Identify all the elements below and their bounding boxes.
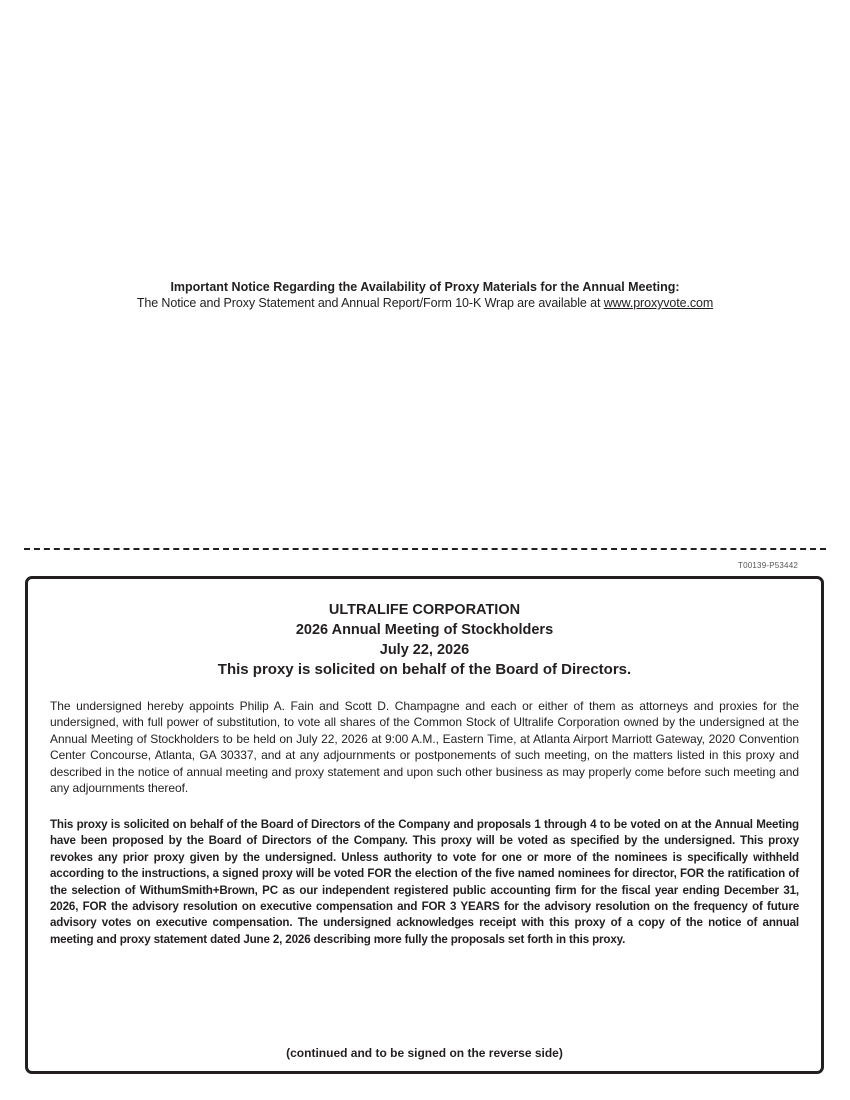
voting-paragraph: This proxy is solicited on behalf of the Board of Directors of the Company and proposals 1 through 4 to be voted on at the Annual Meeting have been proposed by the Board of Directors of the Company. This proxy will be voted as specified by the undersigned. This proxy revokes any prior proxy given by the undersigned. Unless authority to vote for one or more of the nominees is specifically withheld according to the instructions, a signed proxy will be voted FOR the election of the five named nominees for director, FOR the ratification of the selection of WithumSmith+Brown, PC as our independent registered public accounting firm for the fiscal year ending December 31, 2026, FOR the advisory resolution on executive compensation and FOR 3 YEARS for the advisory resolution on the frequency of future advisory votes on executive compensation. The undersigned acknowledges receipt with this proxy of a copy of the notice of annual meeting and proxy statement dated June 2, 2026 describing more fully the proposals set forth in this proxy. (50, 818, 799, 946)
meeting-title: 2026 Annual Meeting of Stockholders (295, 622, 554, 638)
notice-text (0, 295, 850, 311)
proxyvote-link[interactable]: www.proxyvote.com (603, 296, 714, 310)
continued-note: (continued and to be signed on the reverse side) (286, 1046, 563, 1060)
notice-heading: Important Notice Regarding the Availability of Proxy Materials for the Annual Meeting: (170, 280, 680, 294)
card-header (28, 600, 821, 680)
materials-notice (0, 279, 850, 311)
meeting-date: July 22, 2026 (379, 642, 470, 658)
detach-cut-line (24, 548, 826, 550)
job-code: T00139-P53442 (738, 561, 798, 570)
solicitation-statement: This proxy is solicited on behalf of the Board of Directors. (217, 661, 632, 678)
company-name: ULTRALIFE CORPORATION (328, 602, 521, 618)
appointment-paragraph: The undersigned hereby appoints Philip A. Fain and Scott D. Champagne and each or either of them as attorneys and proxies for the undersigned, with full power of substitution, to vote all shares of the Common Stock of Ultralife Corporation owned by the undersigned at the Annual Meeting of Stockholders to be held on July 22, 2026 at 9:00 A.M., Eastern Time, at Atlanta Airport Marriott Gateway, 2020 Convention Center Concourse, Atlanta, GA 30337, and at any adjournments or postponements of such meeting, on the matters listed in this proxy and described in the notice of annual meeting and proxy statement and upon such other business as may properly come before such meeting and any adjournments thereof. (50, 699, 799, 796)
proxy-card (25, 576, 824, 1074)
notice-text-body: The Notice and Proxy Statement and Annual Report/Form 10-K Wrap are available at (136, 296, 604, 310)
